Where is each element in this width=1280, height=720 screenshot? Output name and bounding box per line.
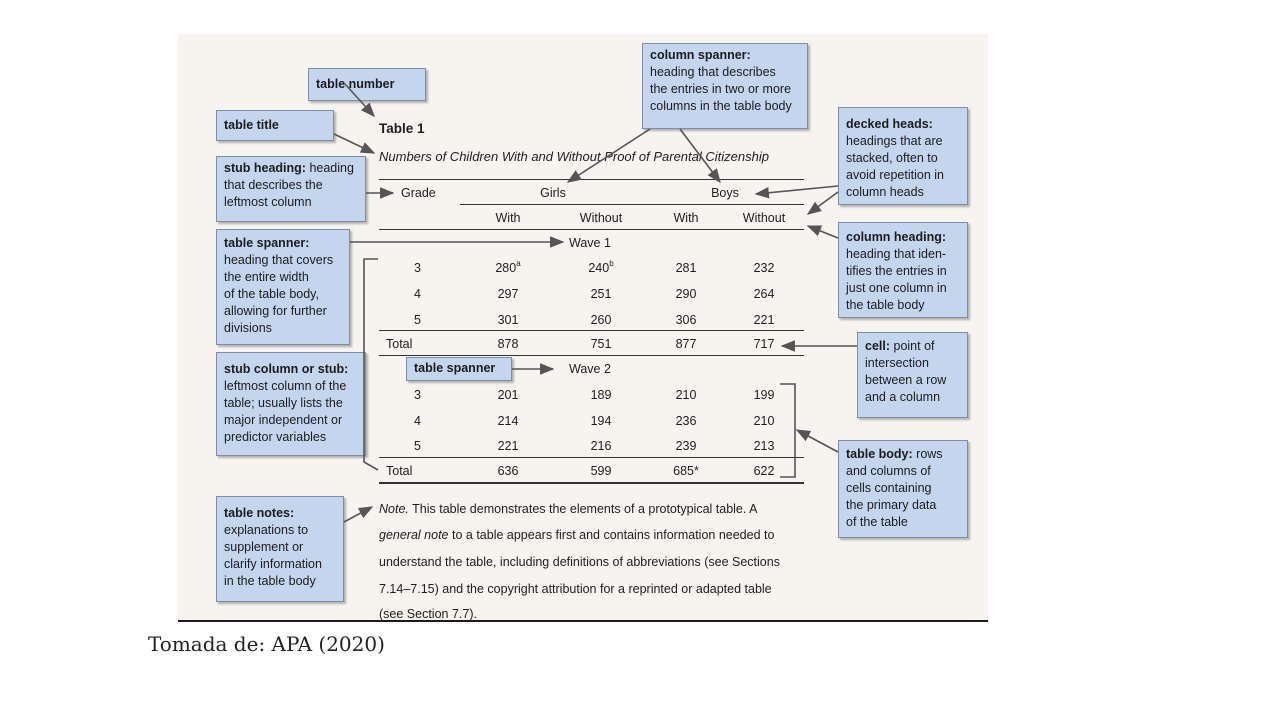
- data-cell: 221: [753, 313, 775, 327]
- table-title: Numbers of Children With and Without Proof of Parental Citizenship: [379, 149, 769, 164]
- callout-table-notes: table notes: explanations to supplement or clarify information in the table body: [216, 496, 344, 602]
- data-cell: 281: [675, 261, 697, 275]
- spanner-boys: Boys: [711, 186, 739, 200]
- data-cell: 251: [590, 287, 612, 301]
- callout-table-spanner-inline: table spanner: [406, 357, 512, 381]
- data-cell: 306: [675, 313, 697, 327]
- data-cell: 232: [753, 261, 775, 275]
- total-cell: 599: [590, 464, 612, 478]
- column-heading: With: [673, 211, 699, 225]
- stub-cell: 5: [414, 313, 421, 327]
- wave-spanner: Wave 1: [569, 236, 611, 250]
- total-cell: 717: [753, 337, 775, 351]
- spanner-girls: Girls: [540, 186, 566, 200]
- stub-heading: Grade: [401, 186, 436, 200]
- data-cell: 213: [753, 439, 775, 453]
- wave-spanner: Wave 2: [569, 362, 611, 376]
- stub-cell: 4: [414, 414, 421, 428]
- stub-cell: 5: [414, 439, 421, 453]
- stub-cell: 3: [414, 261, 421, 275]
- data-cell: 239: [675, 439, 697, 453]
- data-cell: 189: [590, 388, 612, 402]
- column-heading: With: [495, 211, 521, 225]
- data-cell: 264: [753, 287, 775, 301]
- callout-cell: cell: point of intersection between a row and a column: [857, 332, 968, 418]
- table-note-line: 7.14–7.15) and the copyright attribution for a reprinted or adapted table: [379, 582, 772, 596]
- total-cell: 636: [497, 464, 519, 478]
- data-cell: 221: [497, 439, 519, 453]
- callout-column-spanner: column spanner: heading that describes the entries in two or more columns in the table body: [642, 43, 808, 129]
- data-cell: 210: [675, 388, 697, 402]
- spanner-rule: [460, 204, 804, 205]
- callout-table-body: table body: rows and columns of cells containing the primary data of the table: [838, 440, 968, 538]
- total-label: Total: [386, 337, 413, 351]
- total-cell: 877: [675, 337, 697, 351]
- table-note-line: (see Section 7.7).: [379, 607, 477, 620]
- data-cell: 280$^a$: [495, 259, 521, 275]
- callout-decked-heads: decked heads: headings that are stacked, often to avoid repetition in column heads: [838, 107, 968, 205]
- table-note-line: Note. This table demonstrates the elements of a prototypical table. A: [379, 502, 758, 516]
- total-cell: 751: [590, 337, 612, 351]
- data-cell: 236: [675, 414, 697, 428]
- table-number: Table 1: [379, 121, 425, 136]
- total-rule: [379, 330, 804, 331]
- data-cell: 301: [497, 313, 519, 327]
- data-cell: 194: [590, 414, 612, 428]
- data-cell: 260: [590, 313, 612, 327]
- bottom-rule: [379, 482, 804, 484]
- callout-table-title: table title: [216, 110, 334, 141]
- table-note-line: understand the table, including definitions of abbreviations (see Sections: [379, 555, 780, 569]
- column-heading: Without: [742, 211, 786, 225]
- total-cell: 878: [497, 337, 519, 351]
- callout-column-heading: column heading: heading that iden- tifies the entries in just one column in the table body: [838, 222, 968, 318]
- data-cell: 290: [675, 287, 697, 301]
- callout-table-spanner: table spanner: heading that covers the entire width of the table body, allowing for further divisions: [216, 229, 350, 345]
- data-cell: 297: [497, 287, 519, 301]
- total-cell: 622: [753, 464, 775, 478]
- data-cell: 216: [590, 439, 612, 453]
- page-scan-border: [178, 620, 988, 622]
- data-cell: 210: [753, 414, 775, 428]
- total-rule: [379, 457, 804, 458]
- callout-table-number: table number: [308, 68, 426, 101]
- callout-stub-heading: stub heading: heading that describes the leftmost column: [216, 156, 366, 222]
- wave-rule: [379, 355, 804, 356]
- image-caption: Tomada de: APA (2020): [148, 632, 385, 656]
- stub-cell: 3: [414, 388, 421, 402]
- total-label: Total: [386, 464, 413, 478]
- data-cell: 201: [497, 388, 519, 402]
- callout-stub-column: stub column or stub: leftmost column of the table; usually lists the major independent or predictor variables: [216, 352, 366, 456]
- data-cell: 199: [753, 388, 775, 402]
- table-note-line: general note to a table appears first and contains information needed to: [379, 528, 775, 542]
- data-cell: 214: [497, 414, 519, 428]
- data-cell: 240$^b$: [588, 259, 614, 275]
- column-heading: Without: [579, 211, 623, 225]
- header-rule: [379, 229, 804, 230]
- top-rule: [379, 179, 804, 180]
- stub-cell: 4: [414, 287, 421, 301]
- total-cell: 685*: [673, 464, 699, 478]
